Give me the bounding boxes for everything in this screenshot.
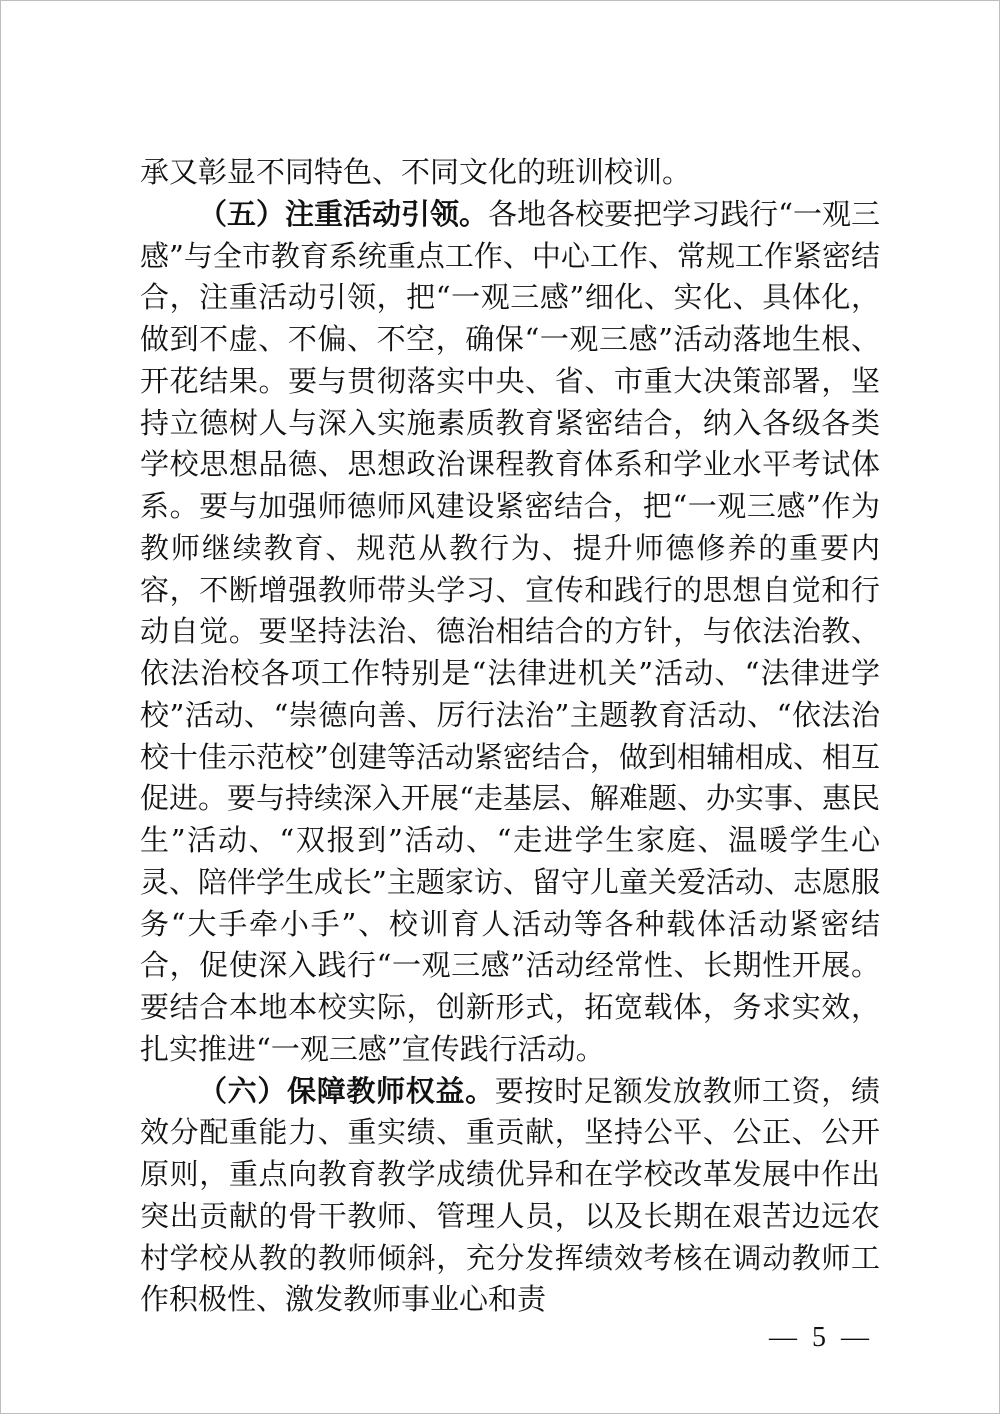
paragraph-section-six (140, 1071, 880, 1322)
section-heading: （五）注重活动引领。 (198, 196, 489, 231)
section-heading: （六）保障教师权益。 (198, 1073, 495, 1108)
paragraph-text: 各地各校要把学习践行“一观三感”与全市教育系统重点工作、中心工作、常规工作紧密结合，注重活动引领，把“一观三感”细化、实化、具体化，做到不虚、不偏、不空，确保“一观三感”活动落地生根、开花结果。要与贯彻落实中央、省、市重大决策部署，坚持立德树人与深入实施素质教育紧密结合，纳入各级各类学校思想品德、思想政治课程教育体系和学业水平考试体系。要与加强师德师风建设紧密结合，把“一观三感”作为教师继续教育、规范从教行为、提升师德修养的重要内容，不断增强教师带头学习、宣传和践行的思想自觉和行动自觉。要坚持法治、德治相结合的方针，与依法治教、依法治校各项工作特别是“法律进机关”活动、“法律进学校”活动、“崇德向善、厉行法治”主题教育活动、“依法治校十佳示范校”创建等活动紧密结合，做到相辅相成、相互促进。要与持续深入开展“走基层、解难题、办实事、惠民生”活动、“双报到”活动、“走进学生家庭、温暖学生心灵、陪伴学生成长”主题家访、留守儿童关爱活动、志愿服务“大手牵小手”、校训育人活动等各种载体活动紧密结合，促使深入践行“一观三感”活动经常性、长期性开展。要结合本地本校实际，创新形式，拓宽载体，务求实效，扎实推进“一观三感”宣传践行活动。 (140, 196, 880, 1066)
document-body (140, 152, 880, 1321)
paragraph-text: 承又彰显不同特色、不同文化的班训校训。 (140, 155, 692, 189)
page-number: — 5 — (769, 1322, 873, 1353)
paragraph-text: 要按时足额发放教师工资，绩效分配重能力、重实绩、重贡献，坚持公平、公正、公开原则，重点向教育教学成绩优异和在学校改革发展中作出突出贡献的骨干教师、管理人员，以及长期在艰苦边远农村学校从教的教师倾斜，充分发挥绩效考核在调动教师工作积极性、激发教师事业心和责 (140, 1073, 880, 1317)
paragraph-continuation (140, 152, 880, 194)
paragraph-section-five (140, 194, 880, 1071)
